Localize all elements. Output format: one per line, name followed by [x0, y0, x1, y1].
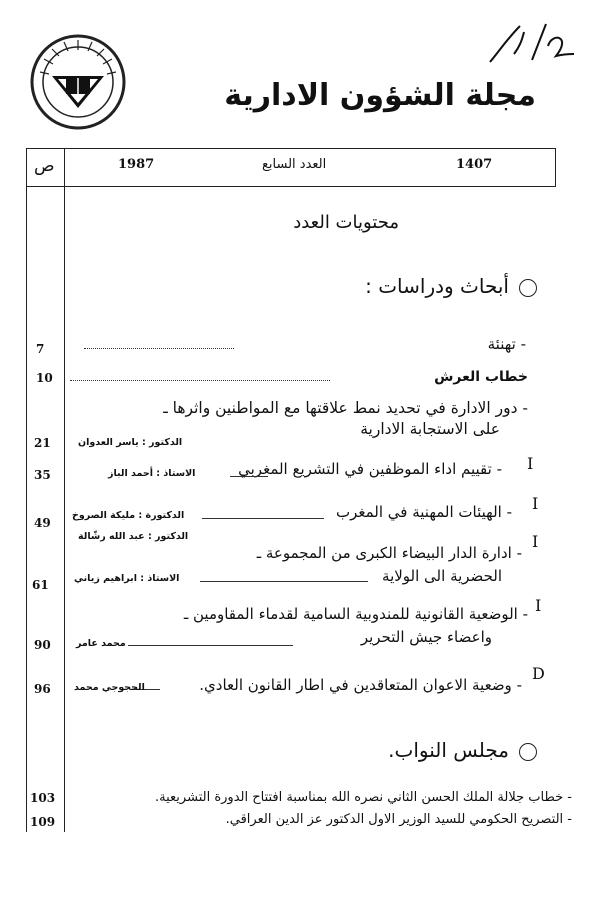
entry-page: 10: [36, 371, 53, 385]
entry-text: - التصريح الحكومي للسيد الوزير الاول الدكتور عز الدين العراقي.: [225, 812, 572, 827]
circle-bullet-icon: [519, 279, 537, 297]
entry-page: 103: [30, 791, 56, 805]
issue-number: العدد السابع: [262, 157, 327, 172]
entry-author: الدكتور : عبد الله رشّالة: [78, 531, 189, 542]
entry-page: 21: [34, 436, 51, 450]
page-column-label: ص: [34, 156, 55, 176]
entry-page: 109: [30, 815, 56, 829]
entry-page: 61: [32, 578, 49, 592]
leader-line: [230, 476, 268, 477]
entry-title-line1: - دور الادارة في تحديد نمط علاقتها مع المواطنين واثرها ـ: [163, 399, 528, 417]
handwritten-check-icon: I: [527, 454, 534, 473]
entry-author: محمد عامر: [76, 638, 126, 649]
entry-page: 7: [36, 342, 45, 356]
leader-dots: [84, 348, 234, 349]
gregorian-year: 1987: [118, 157, 155, 172]
entry-title-line2: واعضاء جيش التحرير: [360, 628, 492, 646]
entry-title-line2: على الاستجابة الادارية: [360, 420, 500, 438]
handwritten-check-icon: I: [532, 532, 539, 551]
circle-bullet-icon: [519, 743, 537, 761]
handwritten-check-icon: I: [535, 596, 542, 615]
leader-line: [202, 518, 324, 519]
entry-author: الدكتورة : مليكة الصروخ: [72, 510, 185, 521]
entry-text: - الهيئات المهنية في المغرب: [335, 503, 512, 521]
handwritten-check-icon: D: [532, 664, 545, 683]
header-bottom-rule: [26, 186, 556, 187]
leader-line: [128, 645, 293, 646]
header-top-rule: [26, 148, 556, 149]
entry-page: 96: [34, 682, 51, 696]
frame-right-rule: [555, 148, 556, 186]
handwritten-mark-icon: [486, 20, 576, 70]
entry-text: - خطاب جلالة الملك الحسن الثاني نصره الله بمناسبة افتتاح الدورة التشريعية.: [155, 790, 572, 805]
entry-page: 35: [34, 468, 51, 482]
entry-text: - وضعية الاعوان المتعاقدين في اطار القانون العادي.: [199, 676, 522, 694]
entry-title-line1: - الوضعية القانونية للمندوبية السامية لقدماء المقاومين ـ: [183, 605, 528, 623]
entry-page: 90: [34, 638, 51, 652]
entry-author: الاستاذ : أحمد الباز: [108, 468, 196, 479]
entry-text: خطاب العرش: [434, 369, 528, 385]
section-heading-research: أبحاث ودراسات :: [365, 274, 537, 298]
entry-author: الاستاذ : ابراهيم زياني: [74, 573, 180, 584]
entry-text: - تقييم اداء الموظفين في التشريع المغربي: [238, 460, 502, 478]
entry-text: - تهنئة: [487, 335, 526, 353]
entry-page: 49: [34, 516, 51, 530]
hijri-year: 1407: [456, 157, 493, 172]
entry-author: الحجوجي محمد: [74, 682, 145, 693]
section-heading-parliament: مجلس النواب.: [388, 738, 537, 762]
contents-title: محتويات العدد: [293, 212, 399, 233]
leader-line: [200, 581, 368, 582]
journal-seal-icon: [28, 32, 128, 132]
entry-title-line2: الحضرية الى الولاية: [382, 567, 502, 585]
journal-title: مجلة الشؤون الادارية: [224, 78, 536, 113]
entry-author: الدكتور : ياسر العدوان: [78, 437, 183, 448]
frame-left-rule: [26, 148, 27, 832]
leader-dots: [70, 380, 330, 381]
handwritten-check-icon: I: [532, 494, 539, 513]
entry-title-line1: - ادارة الدار البيضاء الكبرى من المجموعة ـ: [256, 544, 522, 562]
page-col-rule: [64, 148, 65, 832]
